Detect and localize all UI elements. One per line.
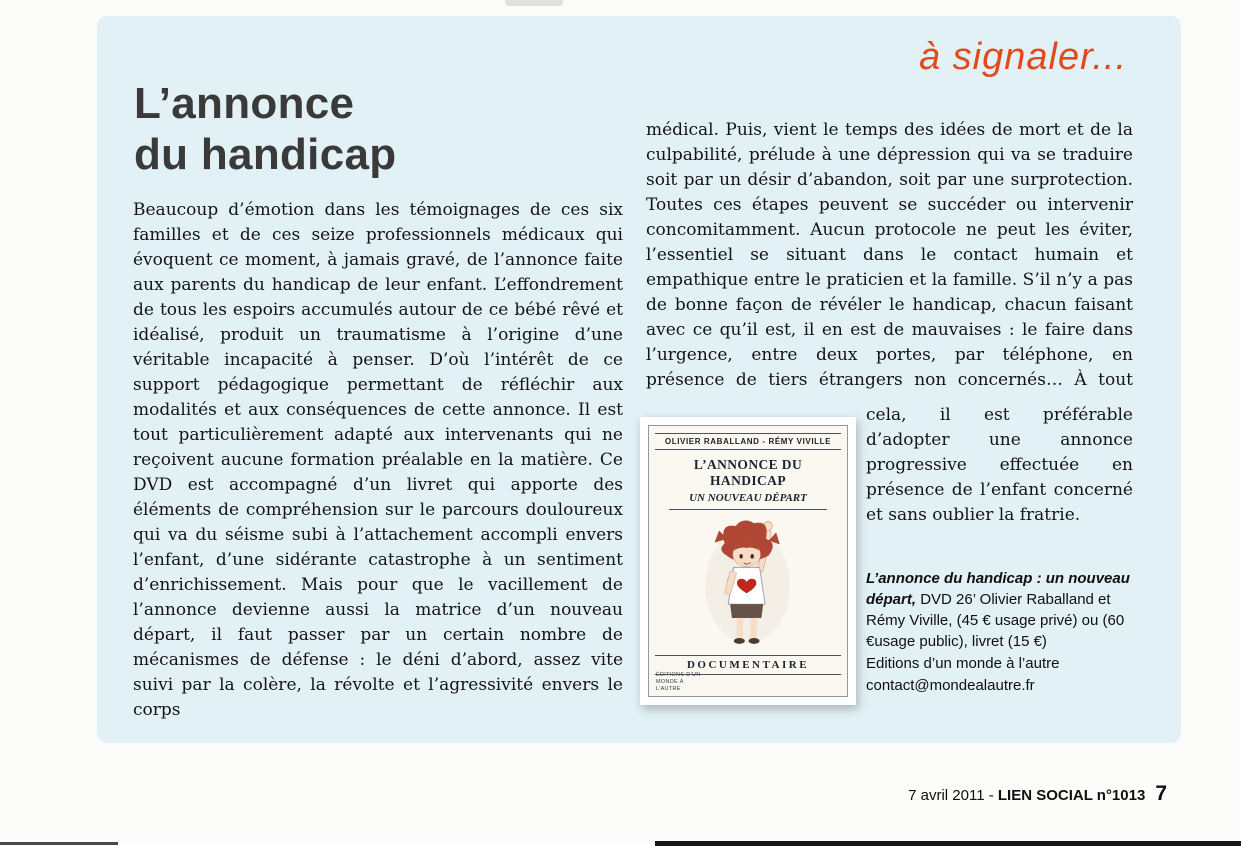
footer-page-number: 7 — [1155, 782, 1167, 805]
citation-details: DVD 26’ Olivier Raballand et Rémy Viville, (45 € usage privé) ou (60 €usage public), livret (15 €) — [866, 591, 1125, 650]
citation-block — [866, 568, 1133, 696]
citation-reference — [866, 568, 1133, 652]
dvd-publisher-mark: ÉDITIONS D’UN MONDE À L’AUTRE — [656, 672, 701, 693]
scan-strip-bottom-right — [655, 841, 1241, 846]
article-title — [134, 78, 396, 180]
footer-journal-name: LIEN SOCIAL n°1013 — [997, 787, 1146, 804]
dvd-cover-sheet — [640, 417, 856, 705]
article-left-column — [133, 198, 623, 723]
citation-publisher: Editions d’un monde à l’autre — [866, 655, 1060, 672]
scan-strip-bottom-left — [0, 842, 118, 845]
dvd-cover — [640, 417, 856, 705]
article-right-paragraph-2: cela, il est préférable d’adopter une annonce progressive effectuée en présence de l’enfant concerné et sans oublier la fratrie. — [866, 405, 1133, 525]
article-right-column — [646, 118, 1133, 711]
dvd-subtitle: UN NOUVEAU DÉPART — [669, 492, 827, 510]
footer-date: 7 avril 2011 - — [908, 787, 998, 804]
scan-smudge-top — [505, 0, 563, 6]
dvd-authors: OLIVIER RABALLAND - RÉMY VIVILLE — [655, 433, 841, 450]
citation-contact-email: contact@mondealautre.fr — [866, 677, 1035, 694]
page-footer — [908, 782, 1167, 806]
section-heading-a-signaler: à signaler... — [918, 36, 1127, 78]
dvd-genre-label: DOCUMENTAIRE — [655, 655, 841, 675]
girl-illustration-icon — [697, 514, 798, 652]
article-title-line2: du handicap — [134, 130, 397, 180]
dvd-cover-inner — [648, 425, 848, 697]
citation-title: L’annonce du handicap : un nouveau départ, — [866, 570, 1130, 608]
dvd-girl-illustration — [655, 514, 841, 652]
content-panel — [97, 16, 1181, 743]
article-right-paragraph-1: médical. Puis, vient le temps des idées de mort et de la culpabilité, prélude à une dépression qui va se traduire soit par un désir d’abandon, soit par une surprotection. Toutes ces étapes peuvent se succéder ou intervenir concomitamment. Aucun protocole ne peut les éviter, l’essentiel se situant dans le contact humain et empathique entre le praticien et la famille. S’il n’y a pas de bonne façon de révéler le handicap, chacun faisant avec ce qu’il est, il en est de mauvaises : le faire dans l’urgence, entre deux portes, par téléphone, en présence de tiers étrangers non concernés… À tout — [646, 120, 1133, 390]
article-left-paragraph: Beaucoup d’émotion dans les témoignages de ces six familles et de ces seize professionnels médicaux qui évoquent ce moment, à jamais gravé, de l’annonce faite aux parents du handicap de leur enfant. L’effondrement de tous les espoirs accumulés autour de ce bébé rêvé et idéalisé, produit un traumatisme à l’origine d’une véritable incapacité à penser. D’où l’intérêt de ce support pédagogique permettant de réfléchir aux modalités et aux conséquences de cette annonce. Il est tout particulièrement adapté aux intervenants qui ne reçoivent aucune formation préalable en la matière. Ce DVD est accompagné d’un livret qui apporte des éléments de compréhension sur le parcours douloureux qui va du séisme subi à l’attachement accompli envers l’enfant, d’une sidérante catastrophe à un sentiment d’enrichissement. Mais pour que le vacillement de l’annonce devienne aussi la matrice d’un nouveau départ, il faut passer par un certain nombre de mécanismes de défense : le déni d’abord, assez vite suivi par la colère, la révolte et l’agressivité envers le corps — [133, 200, 623, 720]
dvd-title: L’ANNONCE DU HANDICAP — [693, 457, 803, 488]
article-title-line1: L’annonce — [134, 79, 355, 128]
